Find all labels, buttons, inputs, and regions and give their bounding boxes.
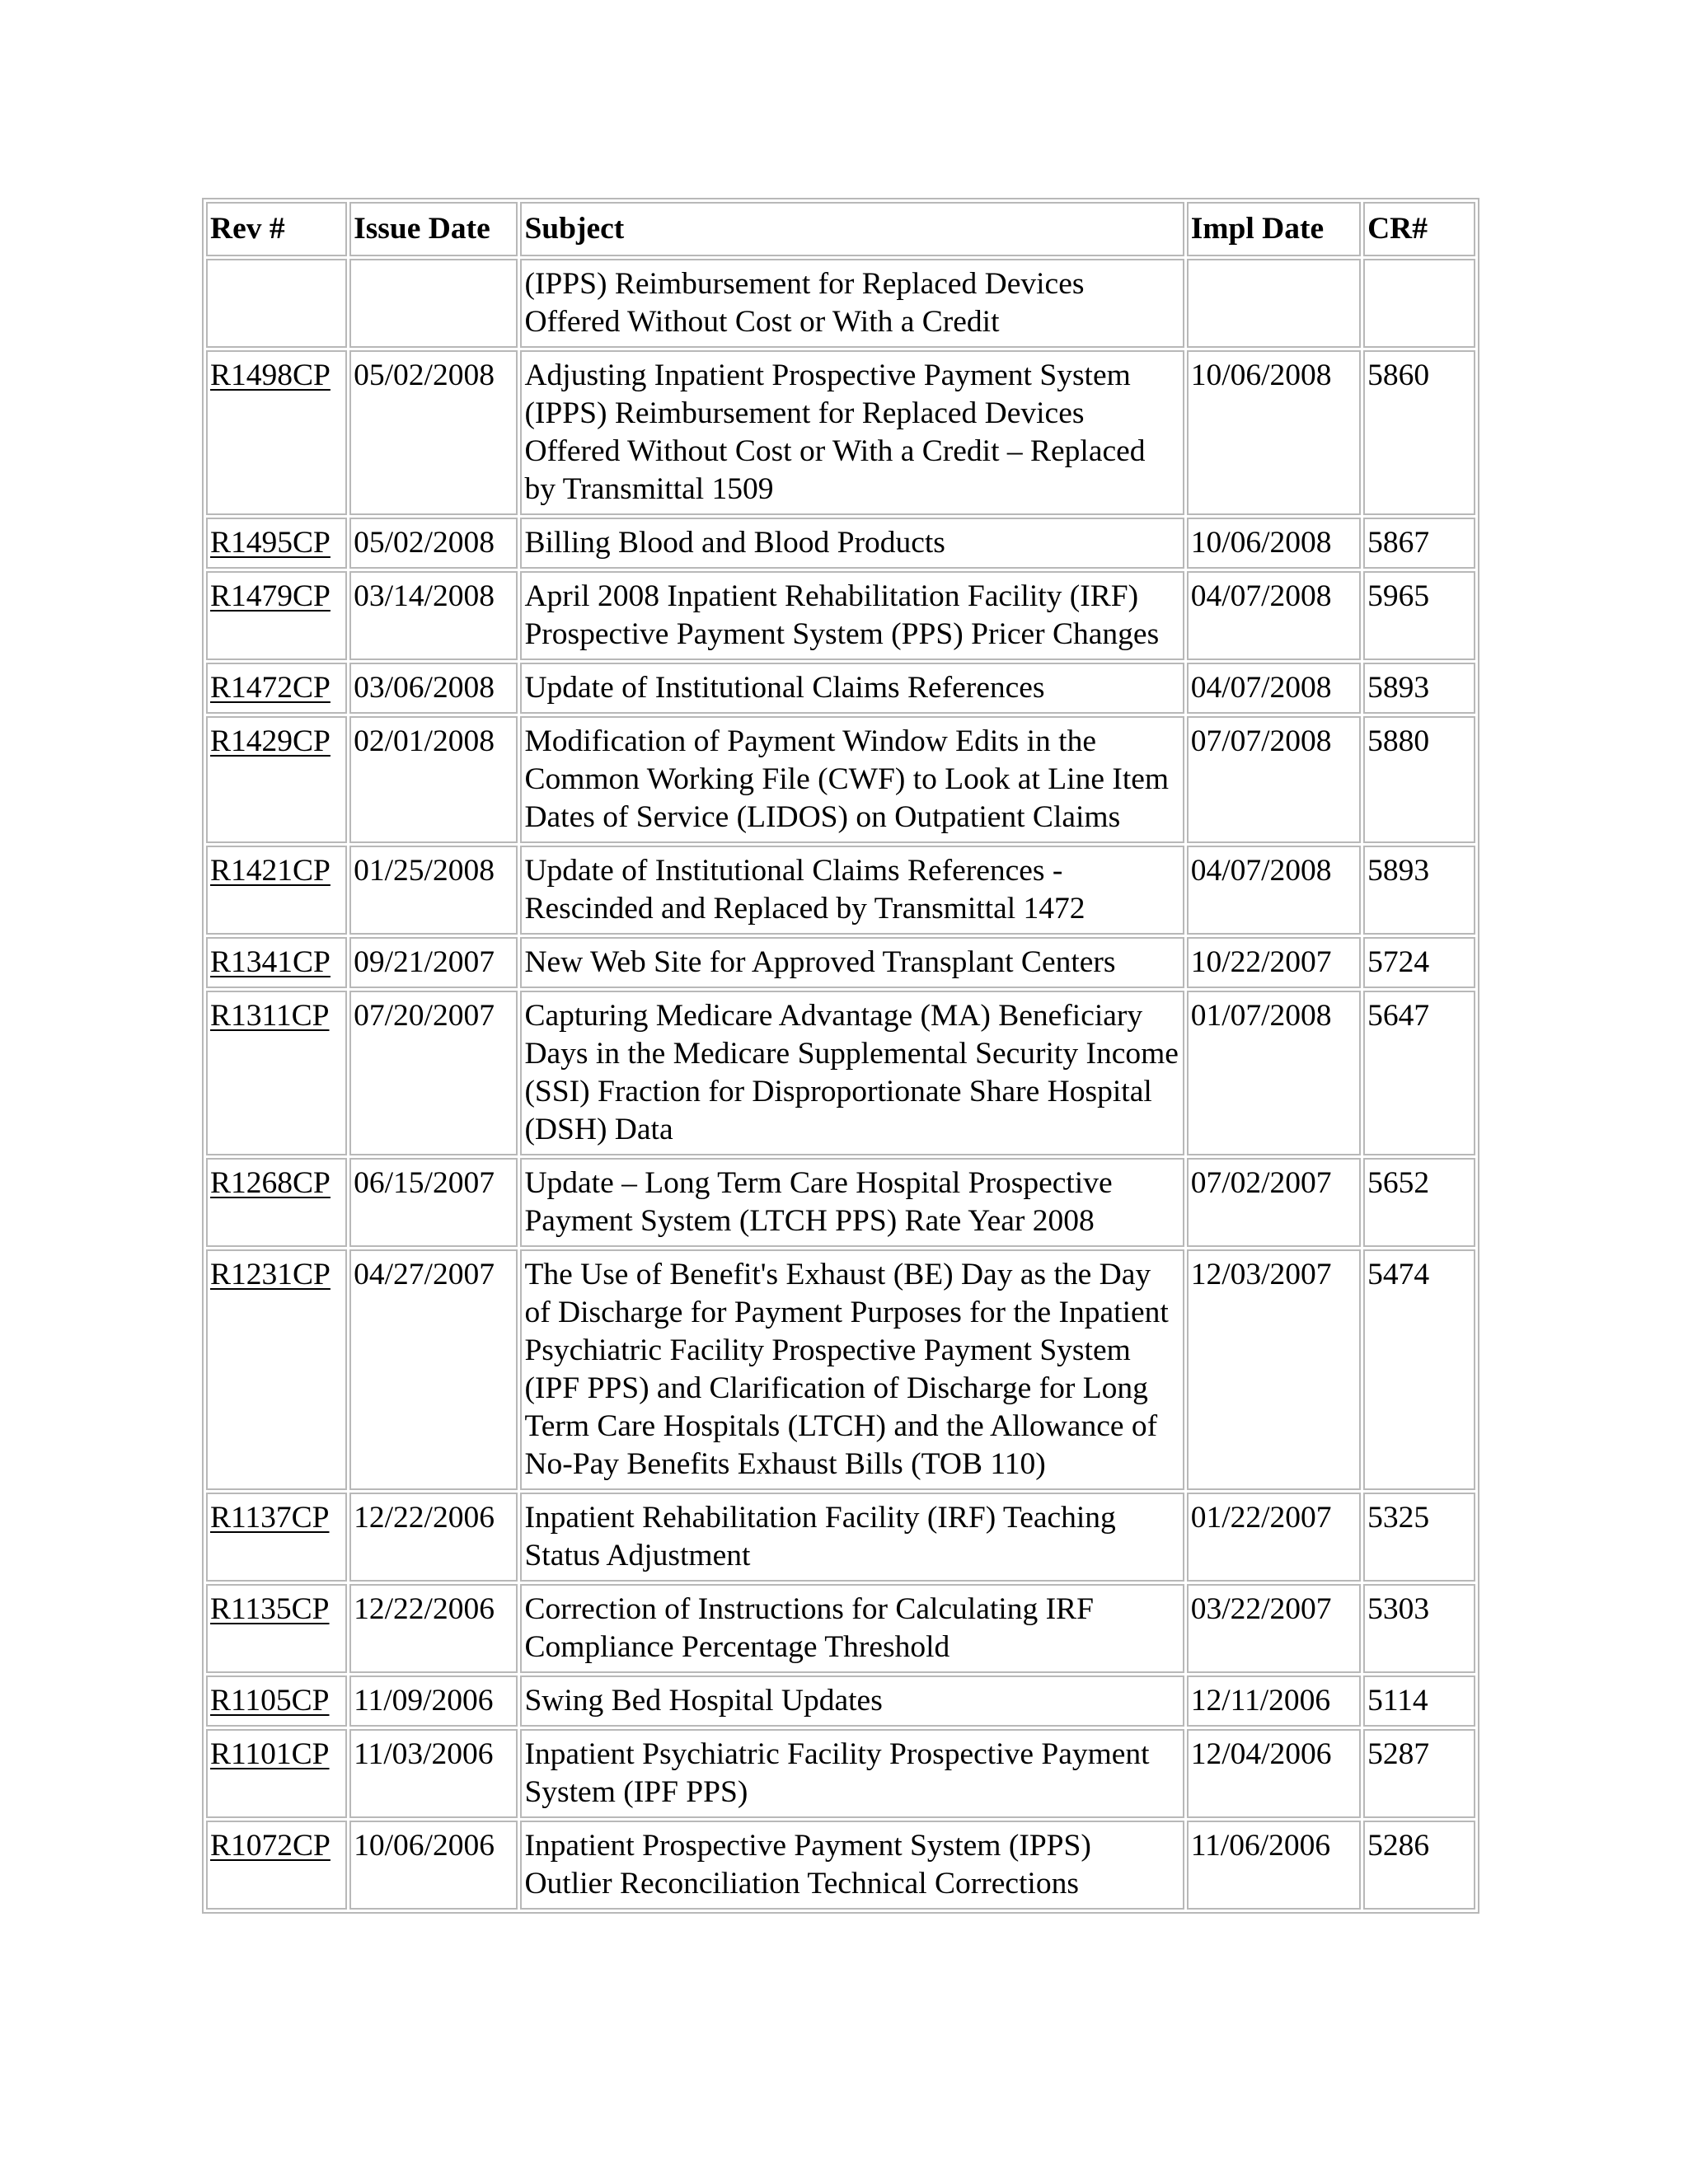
rev-cell (206, 571, 347, 660)
rev-cell (206, 1249, 347, 1490)
subject-cell: Capturing Medicare Advantage (MA) Beneficiary Days in the Medicare Supplemental Security Income (SSI) Fraction for Disproportionate Share Hospital (DSH) Data (520, 991, 1184, 1155)
table-row (206, 663, 1475, 714)
rev-link[interactable]: R1495CP (210, 526, 331, 560)
table-row (206, 1821, 1475, 1910)
table-row (206, 716, 1475, 843)
rev-link[interactable]: R1231CP (210, 1258, 331, 1291)
impl-date-cell: 04/07/2008 (1187, 663, 1361, 714)
impl-date-cell: 12/11/2006 (1187, 1675, 1361, 1727)
subject-cell: Modification of Payment Window Edits in the Common Working File (CWF) to Look at Line Item Dates of Service (LIDOS) on Outpatient Claims (520, 716, 1184, 843)
issue-date-cell: 05/02/2008 (349, 350, 518, 515)
issue-date-cell: 07/20/2007 (349, 991, 518, 1155)
table-row (206, 571, 1475, 660)
impl-date-cell: 07/02/2007 (1187, 1158, 1361, 1247)
issue-date-cell: 06/15/2007 (349, 1158, 518, 1247)
subject-cell: Swing Bed Hospital Updates (520, 1675, 1184, 1727)
rev-cell (206, 1493, 347, 1582)
header-issue-date: Issue Date (349, 202, 518, 256)
impl-date-cell: 10/22/2007 (1187, 937, 1361, 988)
subject-cell: April 2008 Inpatient Rehabilitation Facility (IRF) Prospective Payment System (PPS) Pricer Changes (520, 571, 1184, 660)
header-subject: Subject (520, 202, 1184, 256)
subject-cell: Inpatient Psychiatric Facility Prospective Payment System (IPF PPS) (520, 1729, 1184, 1818)
impl-date-cell: 04/07/2008 (1187, 571, 1361, 660)
issue-date-cell: 03/14/2008 (349, 571, 518, 660)
rev-link[interactable]: R1498CP (210, 359, 331, 392)
rev-cell (206, 1584, 347, 1673)
rev-cell (206, 991, 347, 1155)
rev-link[interactable]: R1135CP (210, 1592, 330, 1626)
issue-date-cell: 03/06/2008 (349, 663, 518, 714)
issue-date-cell: 09/21/2007 (349, 937, 518, 988)
cr-cell: 5325 (1363, 1493, 1475, 1582)
rev-cell (206, 846, 347, 935)
impl-date-cell (1187, 259, 1361, 348)
subject-cell: (IPPS) Reimbursement for Replaced Devices Offered Without Cost or With a Credit (520, 259, 1184, 348)
cr-cell: 5652 (1363, 1158, 1475, 1247)
impl-date-cell: 12/03/2007 (1187, 1249, 1361, 1490)
cr-cell: 5287 (1363, 1729, 1475, 1818)
cr-cell: 5286 (1363, 1821, 1475, 1910)
impl-date-cell: 04/07/2008 (1187, 846, 1361, 935)
table-row (206, 518, 1475, 569)
rev-link[interactable]: R1072CP (210, 1829, 331, 1863)
issue-date-cell: 10/06/2006 (349, 1821, 518, 1910)
impl-date-cell: 07/07/2008 (1187, 716, 1361, 843)
rev-cell (206, 1675, 347, 1727)
rev-link[interactable]: R1311CP (210, 999, 330, 1033)
header-rev: Rev # (206, 202, 347, 256)
issue-date-cell: 02/01/2008 (349, 716, 518, 843)
rev-cell (206, 518, 347, 569)
subject-cell: Billing Blood and Blood Products (520, 518, 1184, 569)
issue-date-cell: 11/03/2006 (349, 1729, 518, 1818)
rev-cell (206, 1729, 347, 1818)
issue-date-cell: 04/27/2007 (349, 1249, 518, 1490)
subject-cell: Update of Institutional Claims References (520, 663, 1184, 714)
table-row (206, 259, 1475, 348)
table-row (206, 1729, 1475, 1818)
cr-cell: 5893 (1363, 663, 1475, 714)
impl-date-cell: 03/22/2007 (1187, 1584, 1361, 1673)
table-row (206, 1493, 1475, 1582)
impl-date-cell: 01/22/2007 (1187, 1493, 1361, 1582)
subject-cell: Correction of Instructions for Calculating IRF Compliance Percentage Threshold (520, 1584, 1184, 1673)
impl-date-cell: 12/04/2006 (1187, 1729, 1361, 1818)
rev-link[interactable]: R1101CP (210, 1737, 330, 1771)
cr-cell: 5114 (1363, 1675, 1475, 1727)
subject-cell: Update – Long Term Care Hospital Prospective Payment System (LTCH PPS) Rate Year 2008 (520, 1158, 1184, 1247)
issue-date-cell: 12/22/2006 (349, 1584, 518, 1673)
rev-link[interactable]: R1105CP (210, 1684, 330, 1718)
rev-cell (206, 716, 347, 843)
cr-cell: 5860 (1363, 350, 1475, 515)
rev-link[interactable]: R1341CP (210, 945, 331, 979)
subject-cell: The Use of Benefit's Exhaust (BE) Day as the Day of Discharge for Payment Purposes for the Inpatient Psychiatric Facility Prospective Payment System (IPF PPS) and Clarification of Discharge for Long Term Care Hospitals (LTCH) and the Allowance of No-Pay Benefits Exhaust Bills (TOB 110) (520, 1249, 1184, 1490)
table-row (206, 1675, 1475, 1727)
table-header-row (206, 202, 1475, 256)
subject-cell: Adjusting Inpatient Prospective Payment System (IPPS) Reimbursement for Replaced Devices Offered Without Cost or With a Credit – Replaced by Transmittal 1509 (520, 350, 1184, 515)
cr-cell (1363, 259, 1475, 348)
revision-table (202, 198, 1479, 1914)
table-body (206, 259, 1475, 1910)
rev-link[interactable]: R1421CP (210, 854, 331, 888)
table-row (206, 1584, 1475, 1673)
subject-cell: New Web Site for Approved Transplant Centers (520, 937, 1184, 988)
subject-cell: Inpatient Rehabilitation Facility (IRF) Teaching Status Adjustment (520, 1493, 1184, 1582)
rev-cell (206, 350, 347, 515)
cr-cell: 5965 (1363, 571, 1475, 660)
rev-cell (206, 259, 347, 348)
cr-cell: 5724 (1363, 937, 1475, 988)
issue-date-cell: 12/22/2006 (349, 1493, 518, 1582)
issue-date-cell: 01/25/2008 (349, 846, 518, 935)
table-row (206, 937, 1475, 988)
cr-cell: 5893 (1363, 846, 1475, 935)
table-row (206, 991, 1475, 1155)
rev-link[interactable]: R1268CP (210, 1166, 331, 1200)
header-cr: CR# (1363, 202, 1475, 256)
subject-cell: Update of Institutional Claims References - Rescinded and Replaced by Transmittal 1472 (520, 846, 1184, 935)
issue-date-cell (349, 259, 518, 348)
cr-cell: 5867 (1363, 518, 1475, 569)
subject-cell: Inpatient Prospective Payment System (IPPS) Outlier Reconciliation Technical Corrections (520, 1821, 1184, 1910)
rev-link[interactable]: R1472CP (210, 671, 331, 705)
table-row (206, 846, 1475, 935)
cr-cell: 5303 (1363, 1584, 1475, 1673)
table-row (206, 350, 1475, 515)
cr-cell: 5880 (1363, 716, 1475, 843)
rev-cell (206, 1158, 347, 1247)
rev-link[interactable]: R1429CP (210, 724, 331, 758)
impl-date-cell: 10/06/2008 (1187, 350, 1361, 515)
header-impl-date: Impl Date (1187, 202, 1361, 256)
impl-date-cell: 10/06/2008 (1187, 518, 1361, 569)
rev-cell (206, 1821, 347, 1910)
cr-cell: 5474 (1363, 1249, 1475, 1490)
table-row (206, 1158, 1475, 1247)
cr-cell: 5647 (1363, 991, 1475, 1155)
impl-date-cell: 01/07/2008 (1187, 991, 1361, 1155)
rev-link[interactable]: R1479CP (210, 579, 331, 613)
impl-date-cell: 11/06/2006 (1187, 1821, 1361, 1910)
rev-link[interactable]: R1137CP (210, 1501, 330, 1535)
rev-cell (206, 663, 347, 714)
rev-cell (206, 937, 347, 988)
table-row (206, 1249, 1475, 1490)
issue-date-cell: 05/02/2008 (349, 518, 518, 569)
issue-date-cell: 11/09/2006 (349, 1675, 518, 1727)
